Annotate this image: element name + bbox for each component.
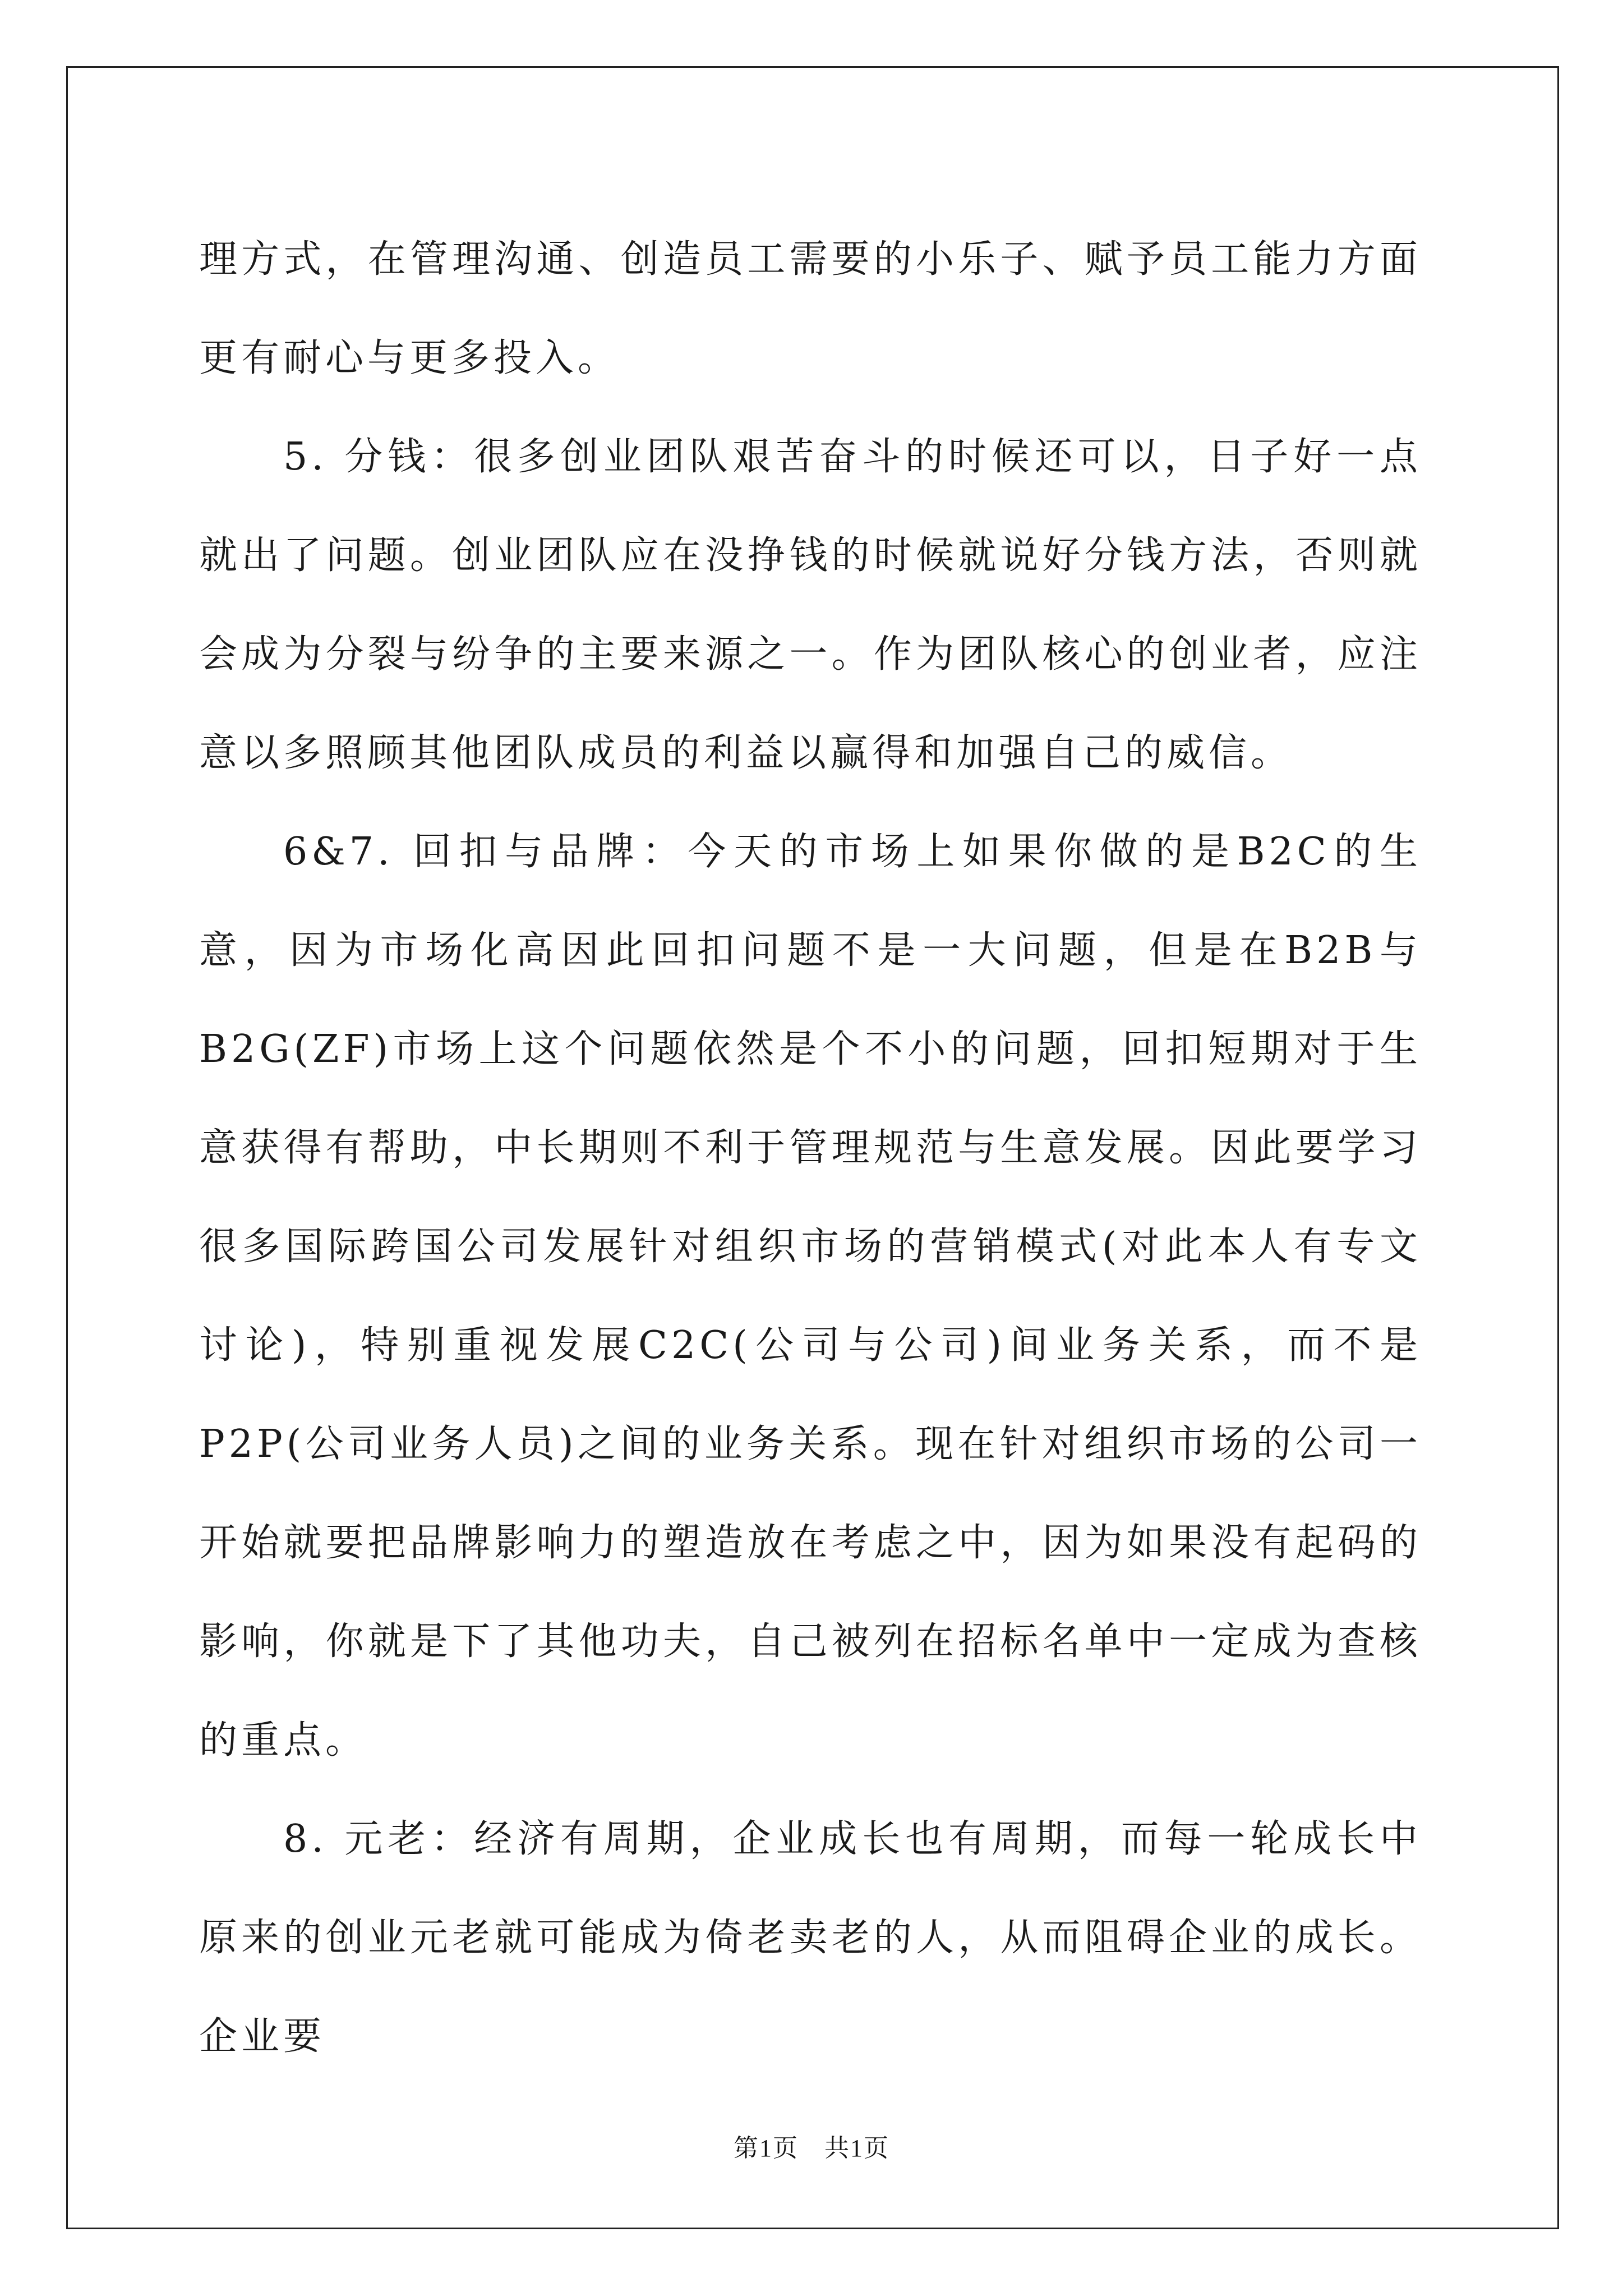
document-body — [199, 210, 1422, 2086]
paragraph-item-5: 5. 分钱：很多创业团队艰苦奋斗的时候还可以，日子好一点就出了问题。创业团队应在没挣钱的时候就说好分钱方法，否则就会成为分裂与纷争的主要来源之一。作为团队核心的创业者，应注意以多照顾其他团队成员的利益以赢得和加强自己的威信。 — [199, 435, 1422, 775]
page-number-footer: 第1页 共1页 — [734, 2134, 889, 2162]
paragraph-item-8: 8. 元老：经济有周期，企业成长也有周期，而每一轮成长中原来的创业元老就可能成为倚老卖老的人，从而阻碍企业的成长。企业要 — [199, 1817, 1422, 2059]
paragraph-continuation: 理方式，在管理沟通、创造员工需要的小乐子、赋予员工能力方面更有耐心与更多投入。 — [199, 237, 1422, 380]
paragraph-item-6-7: 6&7. 回扣与品牌：今天的市场上如果你做的是B2C的生意，因为市场化高因此回扣问题不是一大问题，但是在B2B与B2G(ZF)市场上这个问题依然是个不小的问题，回扣短期对于生意获得有帮助，中长期则不利于管理规范与生意发展。因此要学习很多国际跨国公司发展针对组织市场的营销模式(对此本人有专文讨论)，特别重视发展C2C(公司与公司)间业务关系，而不是P2P(公司业务人员)之间的业务关系。现在针对组织市场的公司一开始就要把品牌影响力的塑造放在考虑之中，因为如果没有起码的影响，你就是下了其他功夫，自己被列在招标名单中一定成为查核的重点。 — [199, 830, 1422, 1763]
